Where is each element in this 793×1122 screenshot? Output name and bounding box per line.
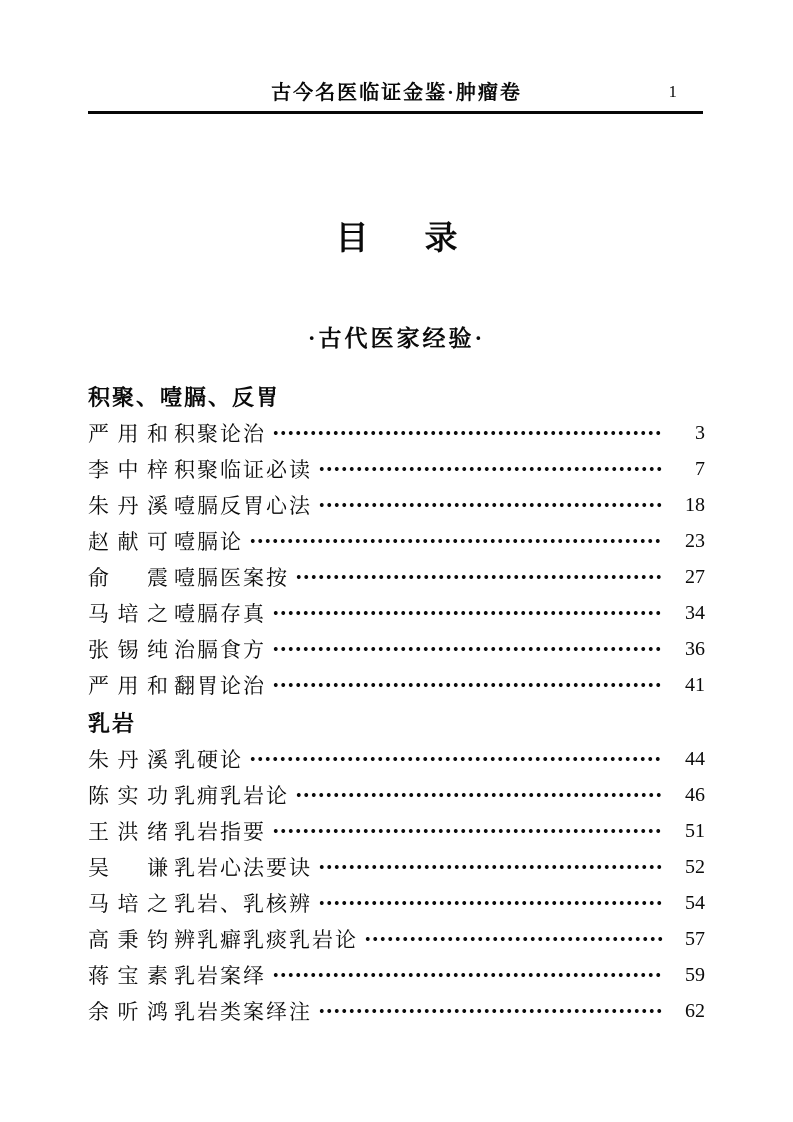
toc-entry-row: [88, 415, 705, 451]
toc-section-heading: 积聚、噎膈、反胃: [88, 384, 281, 410]
dot-leader-line: [318, 993, 663, 1029]
toc-entry-page-number: 57: [685, 927, 705, 950]
toc-entry-page-number: 52: [685, 855, 705, 878]
toc-entry-author: 马培之: [88, 892, 168, 916]
toc-entry-row: [88, 667, 705, 703]
toc-entry-page-number: 34: [685, 601, 705, 624]
toc-entry-page-number: 59: [685, 963, 705, 986]
toc-entry-title: 噎膈反胃心法: [174, 494, 312, 518]
dot-leader-line: [272, 957, 663, 993]
toc-entry-author: 陈实功: [88, 784, 168, 808]
toc-entry-row: [88, 885, 705, 921]
dot-leader-line: [249, 523, 663, 559]
toc-entry-page-number: 54: [685, 891, 705, 914]
toc-entry-page-number: 46: [685, 783, 705, 806]
toc-entry-author: 赵献可: [88, 530, 168, 554]
dot-leader-line: [318, 487, 663, 523]
toc-entry-title: 噎膈论: [174, 530, 243, 554]
toc-title-char-left: 目: [335, 221, 369, 257]
dot-leader-line: [295, 777, 663, 813]
toc-entry-author: 蒋宝素: [88, 964, 168, 988]
book-title: 古今名医临证金鉴·肿瘤卷: [271, 82, 522, 104]
toc-entry-page-number: 18: [685, 493, 705, 516]
toc-entry-page-number: 36: [685, 637, 705, 660]
toc-entry-row: [88, 559, 705, 595]
toc-entry-row: [88, 813, 705, 849]
toc-entry-title: 乳岩、乳核辨: [174, 892, 312, 916]
toc-entry-row: [88, 993, 705, 1029]
dot-leader-line: [272, 813, 663, 849]
toc-title: [0, 212, 793, 259]
toc-entry-title: 乳痈乳岩论: [174, 784, 289, 808]
dot-leader-line: [272, 631, 663, 667]
toc-entry-author: 马培之: [88, 602, 168, 626]
toc-entry-title: 乳岩指要: [174, 820, 266, 844]
toc-body: [88, 377, 705, 1029]
toc-title-char-right: 录: [424, 221, 458, 257]
toc-entry-title: 乳硬论: [174, 748, 243, 772]
toc-entry-row: [88, 741, 705, 777]
toc-entry-author: 朱丹溪: [88, 494, 168, 518]
dot-leader-line: [295, 559, 663, 595]
toc-entry-author: 俞 震: [88, 566, 168, 590]
toc-entry-title: 积聚临证必读: [174, 458, 312, 482]
toc-entry-row: [88, 631, 705, 667]
toc-entry-row: [88, 921, 705, 957]
toc-entry-author: 张锡纯: [88, 638, 168, 662]
toc-entry-title: 积聚论治: [174, 422, 266, 446]
toc-entry-row: [88, 595, 705, 631]
toc-entry-title: 乳岩案绎: [174, 964, 266, 988]
dot-leader-line: [318, 885, 663, 921]
dot-leader-line: [318, 451, 663, 487]
header-rule: [88, 111, 703, 114]
dot-leader-line: [318, 849, 663, 885]
toc-entry-page-number: 41: [685, 673, 705, 696]
toc-entry-page-number: 44: [685, 747, 705, 770]
toc-entry-title: 乳岩心法要诀: [174, 856, 312, 880]
toc-entry-page-number: 62: [685, 999, 705, 1022]
dot-leader-line: [272, 415, 663, 451]
toc-entry-author: 吴 谦: [88, 856, 168, 880]
toc-entry-title: 乳岩类案绎注: [174, 1000, 312, 1024]
dot-leader-line: [272, 667, 663, 703]
toc-entry-author: 王洪绪: [88, 820, 168, 844]
toc-entry-title: 辨乳癖乳痰乳岩论: [174, 928, 358, 952]
toc-section-heading: 乳岩: [88, 710, 137, 736]
toc-entry-page-number: 51: [685, 819, 705, 842]
running-header: [88, 80, 705, 106]
toc-entry-page-number: 23: [685, 529, 705, 552]
toc-entry-row: [88, 849, 705, 885]
dot-leader-line: [272, 595, 663, 631]
toc-entry-page-number: 3: [695, 421, 705, 444]
toc-entry-author: 高秉钧: [88, 928, 168, 952]
toc-entry-row: [88, 451, 705, 487]
toc-entry-page-number: 27: [685, 565, 705, 588]
part-title: ·古代医家经验·: [307, 326, 486, 351]
toc-entry-author: 朱丹溪: [88, 748, 168, 772]
toc-entry-author: 严用和: [88, 422, 168, 446]
page-number: 1: [668, 82, 677, 101]
toc-entry-author: 严用和: [88, 674, 168, 698]
toc-entry-row: [88, 777, 705, 813]
toc-entry-title: 噎膈医案按: [174, 566, 289, 590]
dot-leader-line: [364, 921, 663, 957]
toc-entry-page-number: 7: [695, 457, 705, 480]
toc-entry-row: [88, 957, 705, 993]
toc-entry-row: [88, 523, 705, 559]
toc-entry-author: 余听鸿: [88, 1000, 168, 1024]
dot-leader-line: [249, 741, 663, 777]
toc-entry-title: 翻胃论治: [174, 674, 266, 698]
toc-entry-title: 治膈食方: [174, 638, 266, 662]
toc-entry-title: 噎膈存真: [174, 602, 266, 626]
toc-entry-author: 李中梓: [88, 458, 168, 482]
toc-entry-row: [88, 487, 705, 523]
